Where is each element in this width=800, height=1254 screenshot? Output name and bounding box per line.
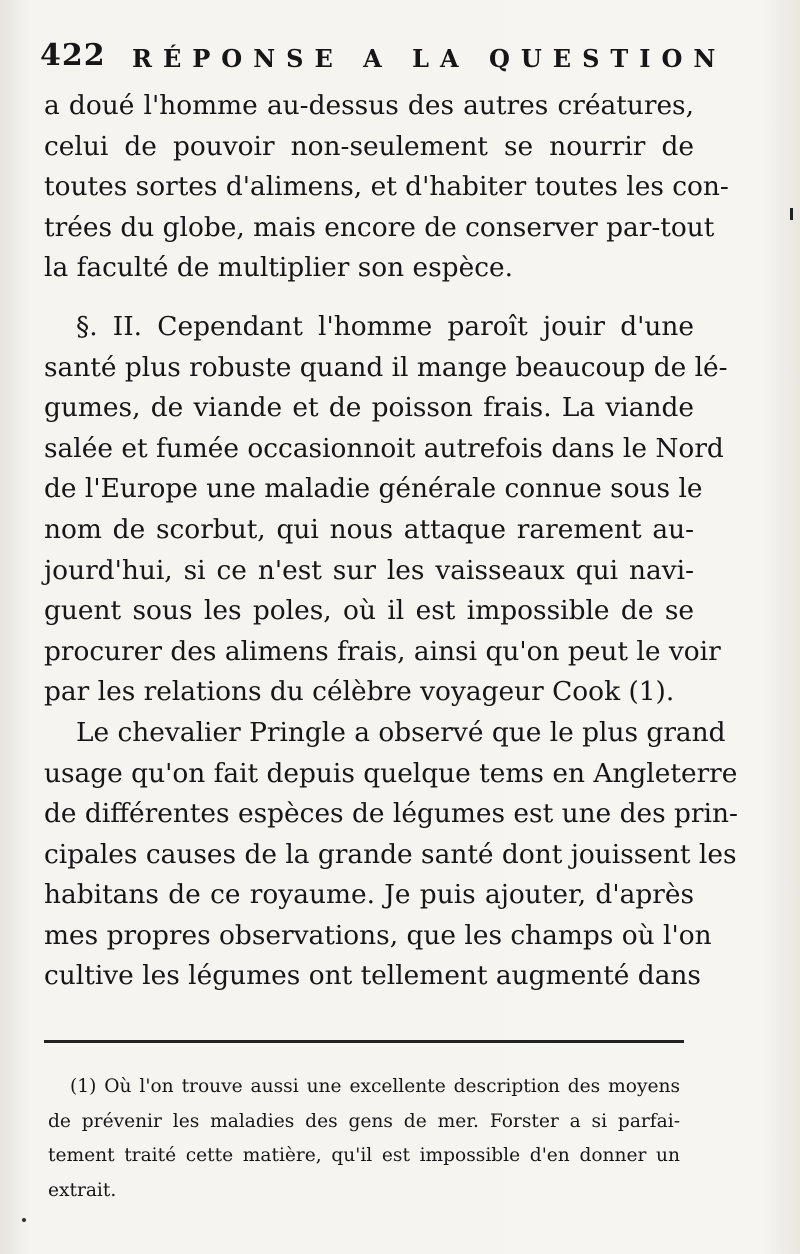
- body-text: [44, 86, 738, 997]
- text-line: procurer des alimens frais, ainsi qu'on peut le voir: [44, 635, 721, 667]
- footnote-line: tement traité cette matière, qu'il est impossible d'en donner un: [48, 1145, 680, 1166]
- text-line: toutes sortes d'alimens, et d'habiter toutes les con-: [44, 171, 729, 203]
- text-line: usage qu'on fait depuis quelque tems en Angleterre: [44, 757, 738, 789]
- text-line: par les relations du célèbre voyageur Cook (1).: [44, 676, 675, 708]
- text-line: de l'Europe une maladie générale connue sous le: [44, 473, 703, 505]
- text-line: cultive les légumes ont tellement augmenté dans: [44, 960, 701, 992]
- text-line: habitans de ce royaume. Je puis ajouter, d'après: [44, 879, 694, 911]
- paragraph: [44, 86, 729, 289]
- text-line: guent sous les poles, où il est impossible de se: [44, 595, 694, 627]
- text-line: Le chevalier Pringle a observé que le plus grand: [76, 716, 726, 748]
- text-line: §. II. Cependant l'homme paroît jouir d'une: [76, 310, 694, 342]
- running-head: RÉPONSE A LA QUESTION: [132, 44, 727, 73]
- paragraph: [44, 307, 728, 713]
- text-line: la faculté de multiplier son espèce.: [44, 252, 513, 284]
- text-line: a doué l'homme au-dessus des autres créatures,: [44, 90, 694, 121]
- footnote: [48, 1070, 680, 1208]
- text-line: salée et fumée occasionnoit autrefois dans le Nord: [44, 432, 724, 464]
- footnote-line: de prévenir les maladies des gens de mer. Forster a si parfai-: [48, 1110, 680, 1132]
- footnote-line: (1) Où l'on trouve aussi une excellente description des moyens: [70, 1076, 680, 1097]
- text-line: celui de pouvoir non-seulement se nourrir de: [44, 130, 694, 162]
- paragraph: [44, 713, 738, 997]
- text-line: trées du globe, mais encore de conserver par-tout: [44, 211, 715, 243]
- ink-mark: [790, 208, 793, 220]
- text-line: de différentes espèces de légumes est une des prin-: [44, 798, 738, 830]
- footnote-rule: [44, 1040, 684, 1043]
- paragraph-gap: [44, 289, 694, 307]
- text-line: cipales causes de la grande santé dont jouissent les: [44, 838, 737, 870]
- text-line: gumes, de viande et de poisson frais. La viande: [44, 392, 694, 424]
- text-line: jourd'hui, si ce n'est sur les vaisseaux qui navi-: [44, 554, 694, 586]
- ink-speck: [22, 1218, 26, 1222]
- footnote-line: extrait.: [48, 1179, 117, 1201]
- page-number: 422: [40, 38, 106, 73]
- text-line: santé plus robuste quand il mange beaucoup de lé-: [44, 351, 728, 383]
- page-header: [40, 34, 740, 84]
- text-line: nom de scorbut, qui nous attaque rarement au-: [44, 513, 694, 545]
- text-line: mes propres observations, que les champs où l'on: [44, 919, 712, 951]
